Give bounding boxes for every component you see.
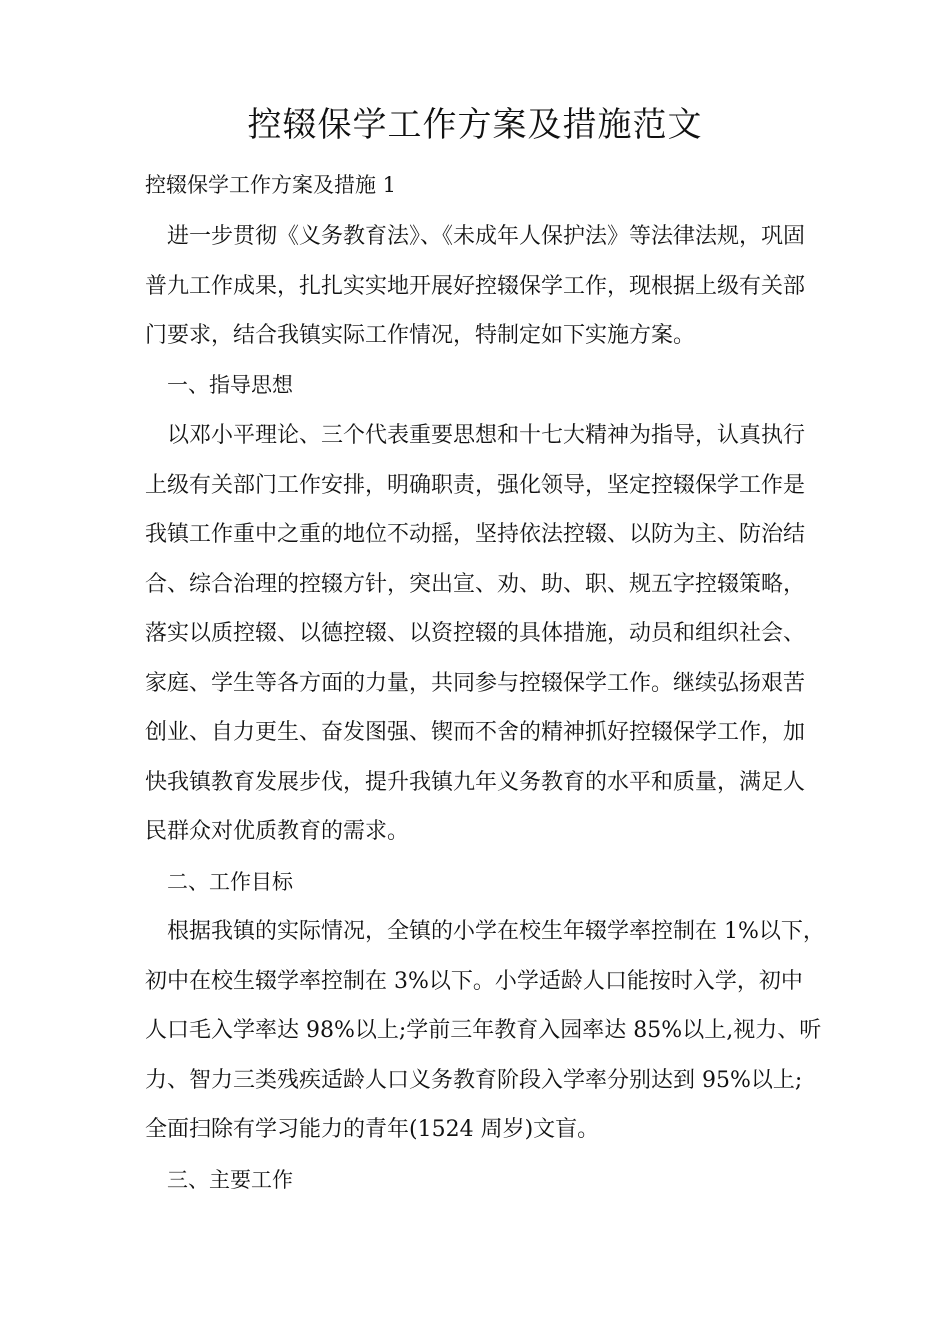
paragraph-line: 创业、自力更生、奋发图强、锲而不舍的精神抓好控辍保学工作，加	[145, 720, 806, 745]
paragraph-line: 全面扫除有学习能力的青年(1524 周岁)文盲。	[145, 1117, 600, 1142]
paragraph-line: 人口毛入学率达 98%以上;学前三年教育入园率达 85%以上,视力、听	[145, 1018, 822, 1043]
paragraph-line: 普九工作成果，扎扎实实地开展好控辍保学工作，现根据上级有关部	[145, 273, 806, 299]
document-subtitle: 控辍保学工作方案及措施 1	[145, 173, 397, 197]
paragraph-line: 合、综合治理的控辍方针，突出宣、劝、助、职、规五字控辍策略，	[145, 571, 806, 597]
intro-paragraph	[145, 212, 813, 361]
paragraph-line: 门要求，结合我镇实际工作情况，特制定如下实施方案。	[145, 323, 696, 348]
paragraph-line: 根据我镇的实际情况，全镇的小学在校生年辍学率控制在 1%以下，	[167, 919, 825, 944]
paragraph-line: 民群众对优质教育的需求。	[145, 819, 410, 844]
section-heading-main-work: 三、主要工作	[167, 1168, 293, 1192]
section-heading-work-goals: 二、工作目标	[167, 870, 293, 894]
paragraph-line: 上级有关部门工作安排，明确职责，强化领导，坚定控辍保学工作是	[145, 472, 806, 498]
paragraph-line: 以邓小平理论、三个代表重要思想和十七大精神为指导，认真执行	[167, 423, 806, 448]
document-title: 控辍保学工作方案及措施范文	[247, 105, 703, 145]
paragraph-line: 落实以质控辍、以德控辍、以资控辍的具体措施，动员和组织社会、	[145, 621, 806, 646]
paragraph-line: 快我镇教育发展步伐，提升我镇九年义务教育的水平和质量，满足人	[145, 769, 806, 795]
paragraph-line: 力、智力三类残疾适龄人口义务教育阶段入学率分别达到 95%以上;	[145, 1067, 803, 1093]
guiding-ideology-paragraph	[145, 411, 813, 857]
paragraph-line: 我镇工作重中之重的地位不动摇，坚持依法控辍、以防为主、防治结	[145, 522, 806, 547]
work-goals-paragraph	[145, 907, 825, 1155]
paragraph-line: 家庭、学生等各方面的力量，共同参与控辍保学工作。继续弘扬艰苦	[145, 670, 806, 696]
paragraph-line: 初中在校生辍学率控制在 3%以下。小学适龄人口能按时入学，初中	[145, 968, 803, 994]
section-heading-guiding-ideology: 一、指导思想	[167, 373, 293, 397]
paragraph-line: 进一步贯彻《义务教育法》、《未成年人保护法》等法律法规，巩固	[167, 224, 806, 249]
